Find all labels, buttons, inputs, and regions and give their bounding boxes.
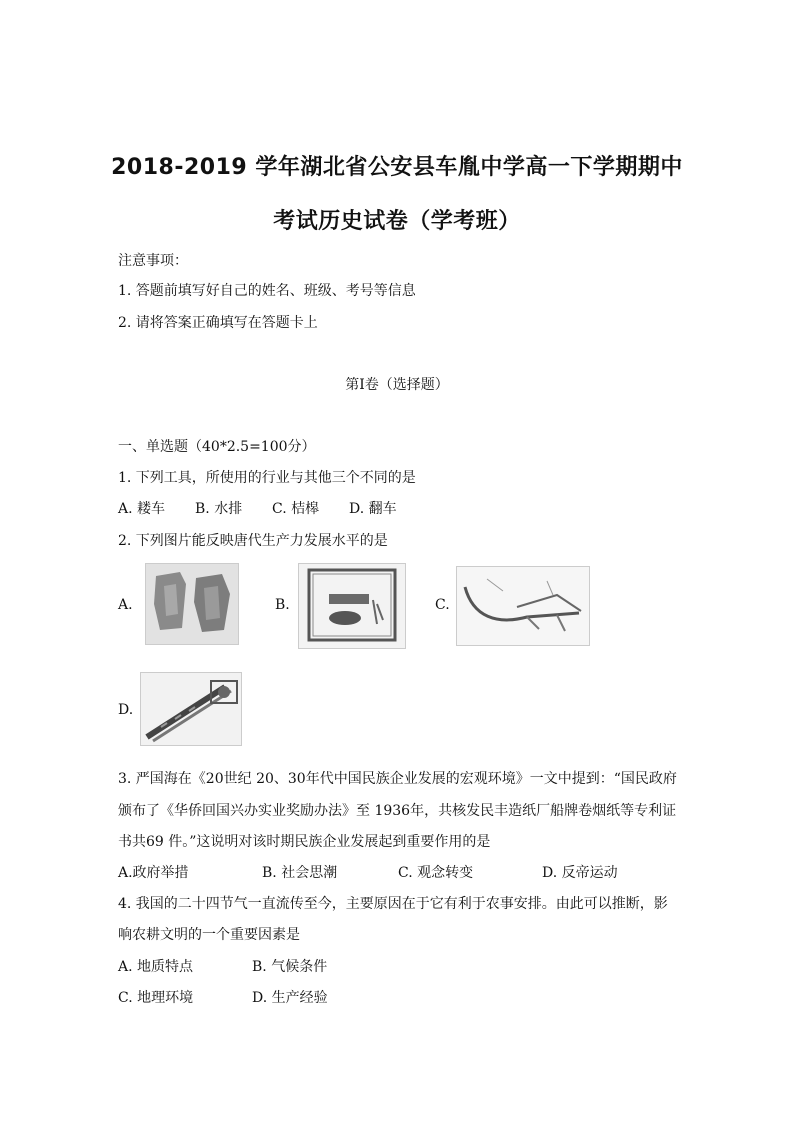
question-2-label-d: D.: [118, 702, 134, 718]
question-2-label-a: A.: [118, 597, 133, 613]
question-4-option-a: A. 地质特点: [118, 959, 194, 975]
question-3-stem-line-2: 颁布了《华侨回国兴办实业奖励办法》至 1936年，共核发民丰造纸厂船牌卷烟纸等专利证: [118, 803, 677, 819]
question-1-option-a: A. 耧车: [118, 501, 166, 517]
question-2-image-a: [145, 563, 239, 645]
volume-heading: 第I卷（选择题）: [345, 377, 449, 393]
question-3-stem-line-1: 3. 严国海在《20世纪 20、30年代中国民族企业发展的宏观环境》一文中提到：“国民政府: [118, 771, 677, 787]
question-4-option-d: D. 生产经验: [252, 990, 328, 1006]
question-4-option-c: C. 地理环境: [118, 990, 194, 1006]
question-4-option-b: B. 气候条件: [252, 959, 328, 975]
part-heading: 一、单选题（40*2.5=100分）: [118, 439, 316, 455]
question-1-option-d: D. 翻车: [349, 501, 397, 517]
question-2-label-b: B.: [275, 597, 290, 613]
curved-plow-diagram: [457, 567, 589, 645]
bronze-vessels-image: [146, 564, 238, 644]
question-1-option-b: B. 水排: [195, 501, 243, 517]
question-3-option-c: C. 观念转变: [398, 865, 474, 881]
question-3-stem-line-3: 书共69 件。”这说明对该时期民族企业发展起到重要作用的是: [118, 834, 491, 850]
brick-painting-image: [299, 564, 405, 648]
question-4-stem-line-2: 响农耕文明的一个重要因素是: [118, 927, 300, 943]
exam-title-line-2: 考试历史试卷（学考班）: [273, 209, 521, 234]
question-2-stem: 2. 下列图片能反映唐代生产力发展水平的是: [118, 533, 388, 549]
notice-item: 1. 答题前填写好自己的姓名、班级、考号等信息: [118, 283, 416, 299]
notice-heading: 注意事项：: [118, 253, 188, 269]
question-1-option-c: C. 桔槔: [272, 501, 320, 517]
question-2-image-c: [456, 566, 590, 646]
question-3-option-b: B. 社会思潮: [262, 865, 338, 881]
question-2-label-c: C.: [435, 597, 450, 613]
question-4-stem-line-1: 4. 我国的二十四节气一直流传至今，主要原因在于它有利于农事安排。由此可以推断，影: [118, 896, 668, 912]
notice-item: 2. 请将答案正确填写在答题卡上: [118, 315, 318, 331]
question-1-stem: 1. 下列工具，所使用的行业与其他三个不同的是: [118, 470, 416, 486]
exam-title-line-1: 2018-2019 学年湖北省公安县车胤中学高一下学期期中: [111, 155, 683, 180]
question-2-image-d: [140, 672, 242, 746]
question-3-option-a: A.政府举措: [118, 865, 189, 881]
question-2-image-b: [298, 563, 406, 649]
square-pallet-chain-pump-image: [141, 673, 241, 745]
question-3-option-d: D. 反帝运动: [542, 865, 618, 881]
